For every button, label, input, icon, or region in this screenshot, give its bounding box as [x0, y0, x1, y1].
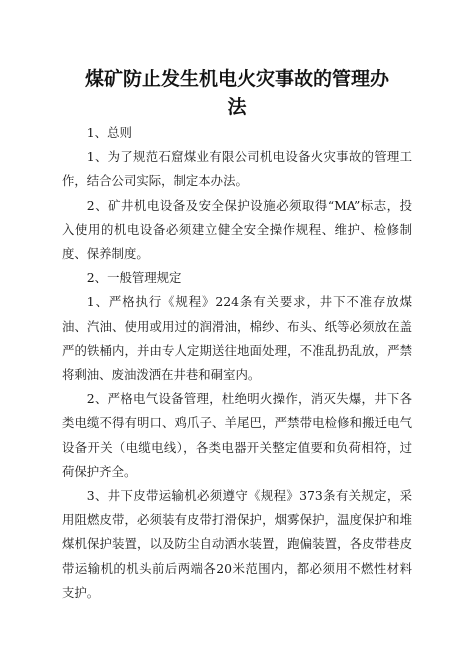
- paragraph: 3、井下皮带运输机必须遵守《规程》373条有关规定，采用阻燃皮带，必须装有皮带打滑保护，烟雾保护，温度保护和堆煤机保护装置，以及防尘自动洒水装置，跑偏装置，各皮带巷皮带运输机的机头前后两端各20米范围内，都必须用不燃性材料支护。: [62, 488, 412, 600]
- section-heading-general: 1、总则: [86, 125, 132, 140]
- document-title-line-1: 煤矿防止发生机电火灾事故的管理办: [84, 68, 389, 90]
- paragraph: 2、严格电气设备管理，杜绝明火操作，消灭失爆，井下各类电缆不得有明口、鸡爪子、羊尾巴，严禁带电检修和搬迁电气设备开关（电缆电线），各类电器开关整定值要和负荷相符，过荷保护齐全。: [62, 391, 412, 479]
- section-heading-general-rules: 2、一般管理规定: [86, 270, 182, 286]
- document-title-line-2: 法: [227, 96, 247, 118]
- paragraph: 2、矿井机电设备及安全保护设施必须取得“MA”标志，投入使用的机电设备必须建立健全安全操作规程、维护、检修制度、保养制度。: [62, 197, 412, 262]
- document-body: [62, 121, 412, 605]
- paragraph: 1、为了规范石窟煤业有限公司机电设备火灾事故的管理工作，结合公司实际，制定本办法。: [62, 149, 412, 189]
- paragraph: 1、严格执行《规程》224条有关要求，井下不准存放煤油、汽油、使用或用过的润滑油，棉纱、布头、纸等必须放在盖严的铁桶内，并由专人定期送往地面处理，不准乱扔乱放，严禁将剩油、废油泼洒在井巷和硐室内。: [62, 294, 412, 383]
